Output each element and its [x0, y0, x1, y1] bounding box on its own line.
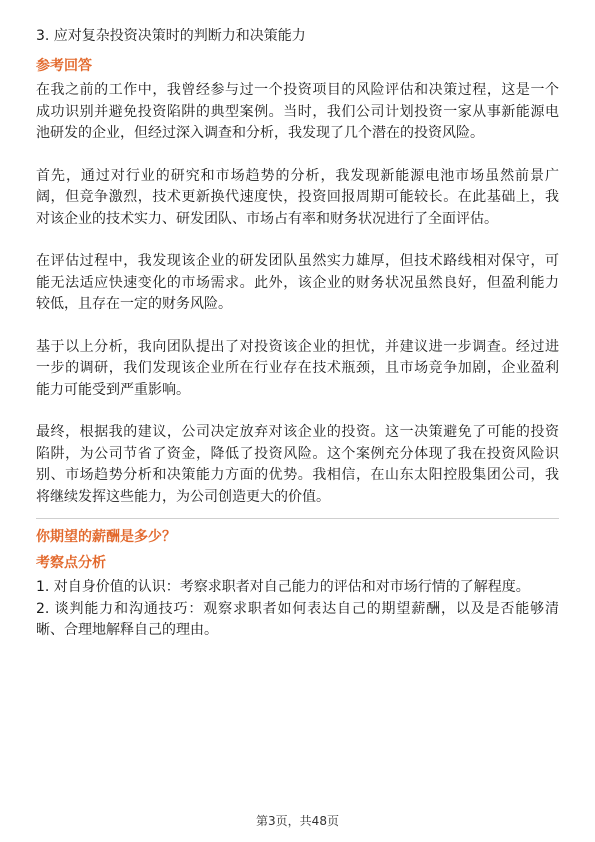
paragraph-line: 在评估过程中，我发现该企业的研发团队虽然实力雄厚，但技术路线相对保守，可	[36, 253, 559, 269]
answer-paragraph-4	[36, 337, 559, 402]
paragraph-line: 陷阱，为公司节省了资金，降低了投资风险。这个案例充分体现了我在投资风险识	[36, 445, 559, 462]
paragraph-line: 最终，根据我的建议，公司决定放弃对该企业的投资。这一决策避免了可能的投资	[36, 424, 559, 440]
list-item: 2. 谈判能力和沟通技巧：观察求职者如何表达自己的期望薪酬，以及是否能够清	[36, 600, 559, 617]
paragraph-line: 基于以上分析，我向团队提出了对投资该企业的担忧，并建议进一步调查。经过进	[36, 338, 559, 355]
answer-heading: 参考回答	[36, 58, 92, 74]
paragraph-line: 能无法适应快速变化的市场需求。此外，该企业的财务状况虽然良好，但盈利能力	[36, 274, 559, 291]
salary-question: 你期望的薪酬是多少？	[36, 529, 176, 545]
answer-paragraph-2	[36, 166, 559, 231]
paragraph-line: 首先，通过对行业的研究和市场趋势的分析，我发现新能源电池市场虽然前景广	[36, 167, 559, 184]
paragraph-line: 将继续发挥这些能力，为公司创造更大的价值。	[36, 488, 330, 505]
page-number: 第3页，共48页	[256, 814, 339, 828]
list-item: 1. 对自身价值的认识：考察求职者对自己能力的评估和对市场行情的了解程度。	[36, 579, 530, 595]
question-title: 3. 应对复杂投资决策时的判断力和决策能力	[36, 28, 306, 44]
paragraph-line: 在我之前的工作中，我曾经参与过一个投资项目的风险评估和决策过程，这是一个	[36, 82, 559, 98]
paragraph-line: 一步的调研，我们发现该企业所在行业存在技术瓶颈，且市场竞争加剧，企业盈利	[36, 360, 559, 376]
list-item-continuation: 晰、合理地解释自己的理由。	[36, 622, 218, 638]
document-page	[36, 26, 559, 642]
paragraph-line: 池研发的企业，但经过深入调查和分析，我发现了几个潜在的投资风险。	[36, 125, 484, 141]
analysis-heading: 考察点分析	[36, 555, 106, 571]
paragraph-line: 能力可能受到严重影响。	[36, 381, 190, 398]
paragraph-line: 对该企业的技术实力、研发团队、市场占有率和财务状况进行了全面评估。	[36, 210, 498, 227]
answer-paragraph-1	[36, 80, 559, 145]
analysis-list	[36, 577, 559, 642]
section-divider	[36, 518, 559, 519]
answer-paragraph-5	[36, 422, 559, 508]
paragraph-line: 阔，但竞争激烈，技术更新换代速度快，投资回报周期可能较长。在此基础上，我	[36, 189, 559, 205]
answer-paragraph-3	[36, 251, 559, 316]
paragraph-line: 成功识别并避免投资陷阱的典型案例。当时，我们公司计划投资一家从事新能源电	[36, 103, 559, 120]
paragraph-line: 别、市场趋势分析和决策能力方面的优势。我相信，在山东太阳控股集团公司，我	[36, 467, 559, 483]
paragraph-line: 较低，且存在一定的财务风险。	[36, 296, 232, 312]
